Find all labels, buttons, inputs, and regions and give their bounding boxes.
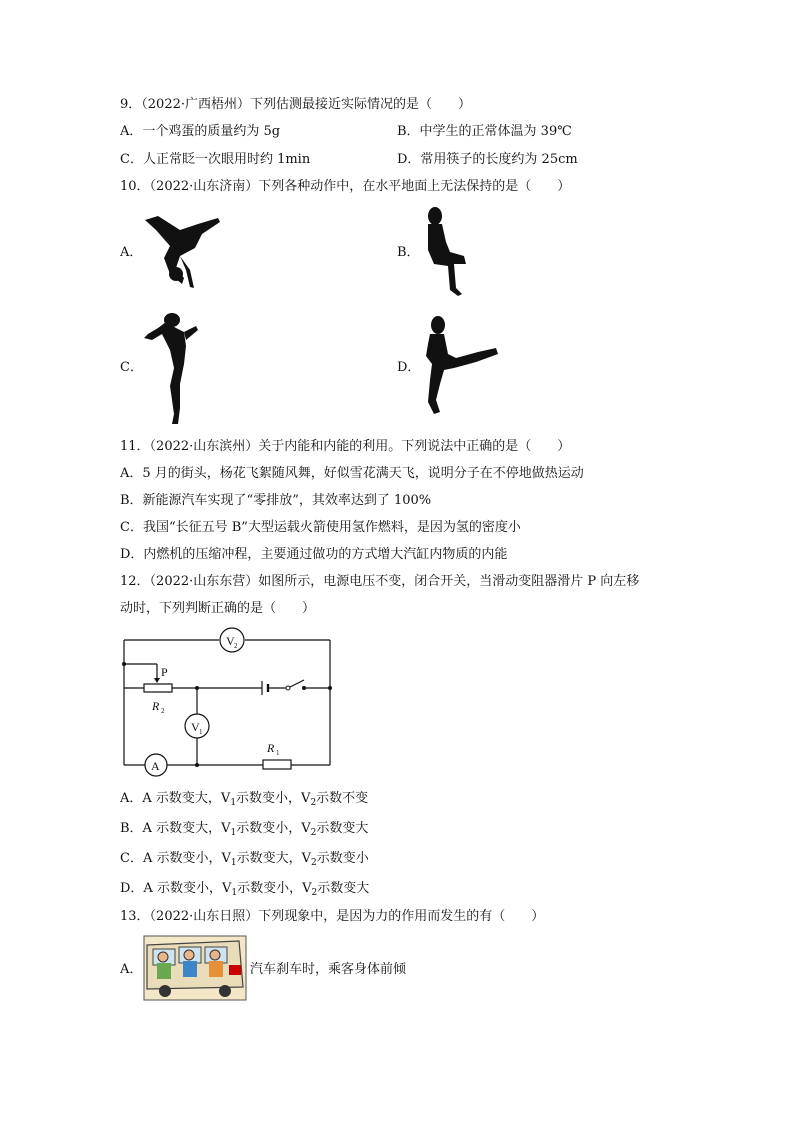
r2-label: R (152, 699, 160, 713)
q10-option-b-label: B． (397, 245, 420, 260)
v2-meter-label: V (226, 634, 235, 648)
r1-label: R (267, 741, 275, 755)
q13-option-a-text: 汽车刹车时，乘客身体前倾 (250, 962, 407, 977)
q11-option-b: B．新能源汽车实现了“零排放”，其效率达到了 100% (120, 493, 432, 508)
q10-option-d-label: D． (397, 360, 421, 375)
q11-option-a: A．5 月的街头，杨花飞絮随风舞，好似雪花满天飞，说明分子在不停地做热运动 (120, 466, 584, 481)
v2-meter-sub: 2 (234, 642, 238, 650)
v1-meter-label: V (191, 720, 200, 734)
q12-stem-line1: 12．（2022·山东东营）如图所示，电源电压不变，闭合开关，当滑动变阻器滑片 P 向左移 (120, 574, 640, 589)
q9-stem: 9．（2022·广西梧州）下列估测最接近实际情况的是（ ） (120, 97, 471, 112)
sitting-woman-silhouette-image (420, 206, 472, 298)
q11-option-c: C．我国“长征五号 B”大型运载火箭使用氢作燃料，是因为氢的密度小 (120, 520, 521, 535)
r2-sub: 2 (161, 707, 165, 715)
gymnast-balance-silhouette-image (140, 312, 202, 426)
q10-stem: 10．（2022·山东济南）下列各种动作中，在水平地面上无法保持的是（ ） (120, 179, 571, 194)
q9-option-c: C．人正常眨一次眼用时约 1min (120, 152, 311, 167)
q12-option-d: D．A 示数变小，$V_1$示数变小，$V_2$示数变大 (120, 881, 370, 898)
q10-option-a-label: A． (120, 245, 143, 260)
q9-option-b: B．中学生的正常体温为 39℃ (397, 124, 572, 139)
breakdance-silhouette-image (140, 212, 225, 292)
q10-option-c-label: C． (120, 360, 143, 375)
slider-p-label: P (161, 665, 168, 679)
bus-braking-cartoon-image (143, 935, 247, 1001)
q12-option-a: A．A 示数变大，$V_1$示数变小，$V_2$示数不变 (120, 791, 369, 808)
q12-option-c: C．A 示数变小，$V_1$示数变大，$V_2$示数变小 (120, 851, 369, 868)
r1-sub: 1 (276, 749, 280, 757)
circuit-diagram (112, 626, 344, 780)
kicking-woman-silhouette-image (420, 314, 500, 416)
q9-option-d: D．常用筷子的长度约为 25cm (397, 152, 578, 167)
q11-stem: 11．（2022·山东滨州）关于内能和内能的利用。下列说法中正确的是（ ） (120, 439, 571, 454)
q12-option-b: B．A 示数变大，$V_1$示数变小，$V_2$示数变大 (120, 821, 369, 838)
q9-option-a: A．一个鸡蛋的质量约为 5g (120, 124, 281, 139)
q12-stem-line2: 动时，下列判断正确的是（ ） (120, 601, 316, 616)
q13-stem: 13．（2022·山东日照）下列现象中，是因为力的作用而发生的有（ ） (120, 909, 545, 924)
v1-meter-sub: 1 (199, 728, 203, 736)
q11-option-d: D．内燃机的压缩冲程，主要通过做功的方式增大汽缸内物质的内能 (120, 547, 508, 562)
q13-option-a-label: A． (120, 962, 143, 977)
ammeter-label: A (151, 759, 160, 773)
